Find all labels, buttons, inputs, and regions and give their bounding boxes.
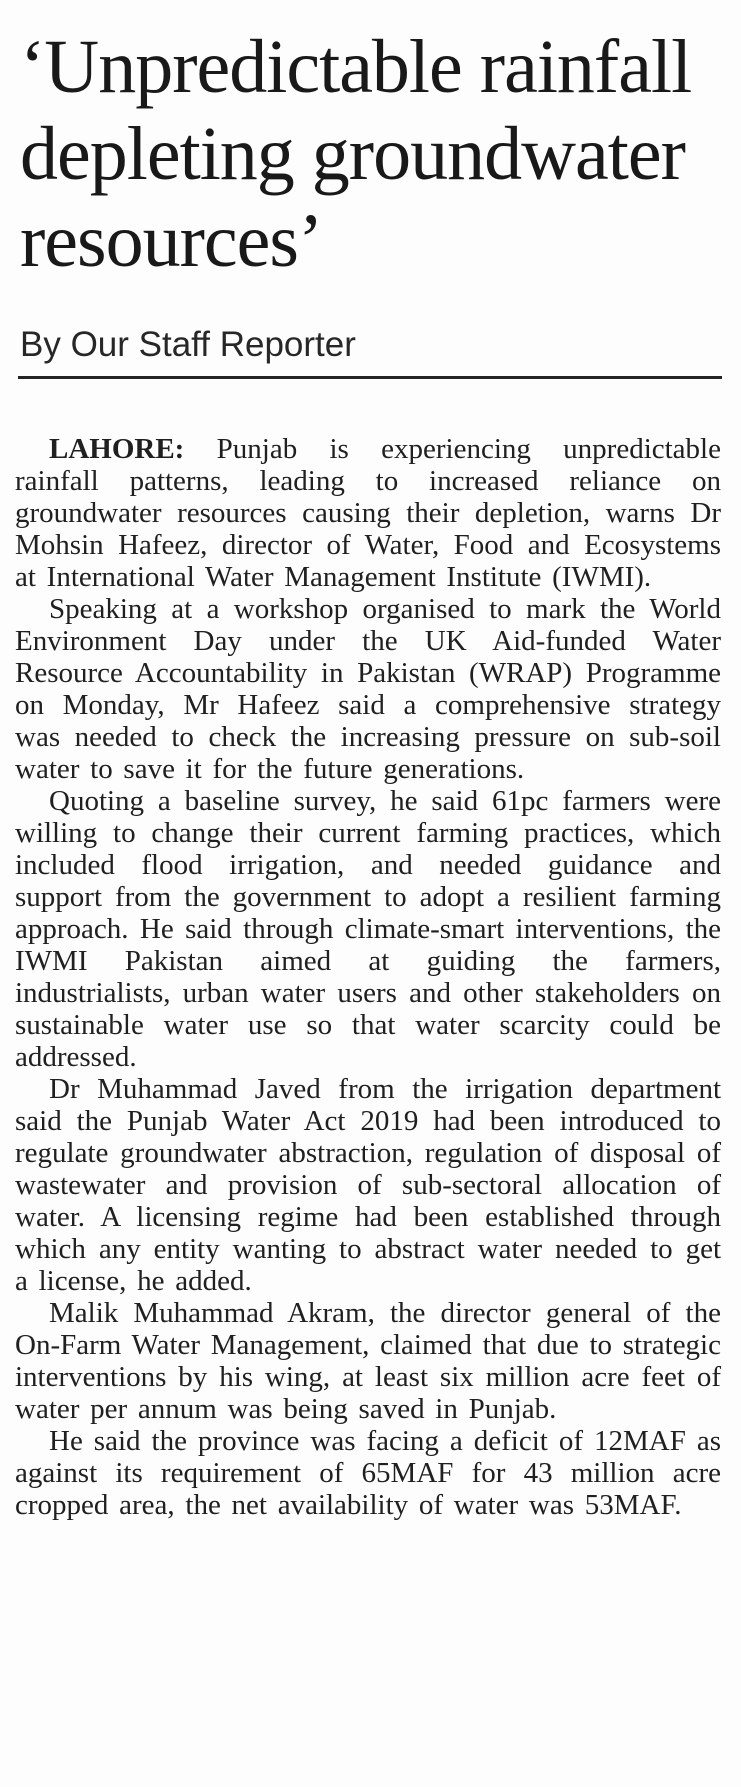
dateline: LAHORE: <box>49 433 185 465</box>
paragraph <box>15 593 721 785</box>
byline: By Our Staff Reporter <box>20 325 356 364</box>
paragraph <box>15 433 721 593</box>
paragraph <box>15 785 721 1073</box>
paragraph <box>15 1425 721 1521</box>
article-body <box>15 433 721 1521</box>
paragraph-text: Speaking at a workshop organised to mark the World Environment Day under the UK Aid-funded Water Resource Accountability in Pakistan (WRAP) Programme on Monday, Mr Hafeez said a comprehensive strategy was needed to check the increasing pressure on sub-soil water to save it for the future generations. <box>15 593 721 785</box>
paragraph-text: He said the province was facing a deficit of 12MAF as against its requirement of 65MAF for 43 million acre cropped area, the net availability of water was 53MAF. <box>15 1425 721 1521</box>
paragraph-text: Quoting a baseline survey, he said 61pc farmers were willing to change their current farming practices, which included flood irrigation, and needed guidance and support from the government to adopt a resilient farming approach. He said through climate-smart interventions, the IWMI Pakistan aimed at guiding the farmers, industrialists, urban water users and other stakeholders on sustainable water use so that water scarcity could be addressed. <box>15 785 721 1073</box>
paragraph <box>15 1073 721 1297</box>
paragraph <box>15 1297 721 1425</box>
paragraph-text: Dr Muhammad Javed from the irrigation department said the Punjab Water Act 2019 had been introduced to regulate groundwater abstraction, regulation of disposal of wastewater and provision of sub-sectoral allocation of water. A licensing regime had been established through which any entity wanting to abstract water needed to get a license, he added. <box>15 1073 721 1297</box>
paragraph-text: Malik Muhammad Akram, the director general of the On-Farm Water Management, claimed that due to strategic interventions by his wing, at least six million acre feet of water per annum was being saved in Punjab. <box>15 1297 721 1425</box>
byline-divider <box>18 376 722 379</box>
paragraph-text: Punjab is experiencing unpredictable rainfall patterns, leading to increased reliance on groundwater resources causing their depletion, warns Dr Mohsin Hafeez, director of Water, Food and Ecosystems at International Water Management Institute (IWMI). <box>15 433 721 593</box>
headline: ‘Unpredictable rainfall depleting groundwater resources’ <box>20 25 692 283</box>
